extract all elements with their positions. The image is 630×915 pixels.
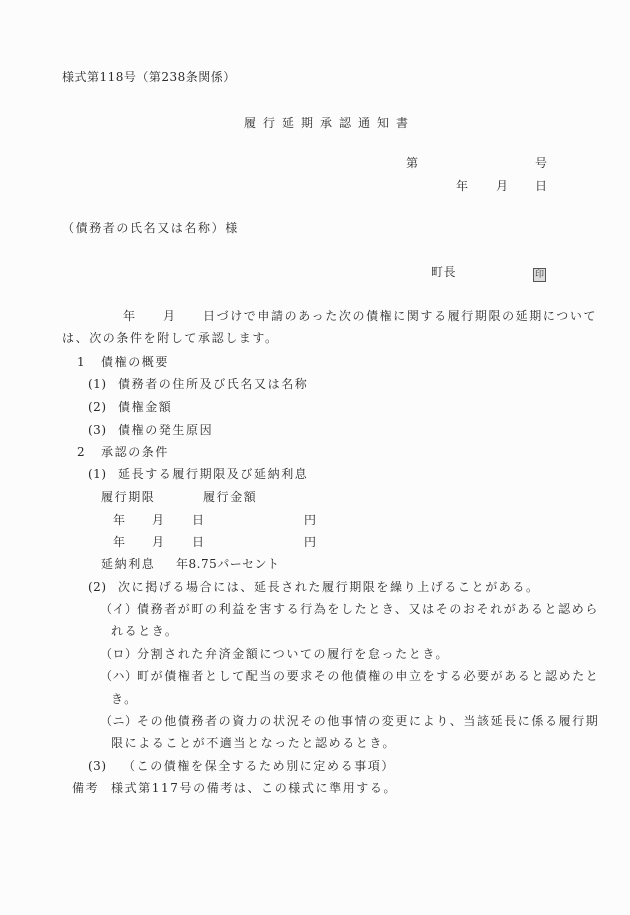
intro-line2: は、次の条件を附して承認します。 <box>62 331 279 345</box>
interest-value: 年8.75パーセント <box>176 557 280 571</box>
section1-item3-text: 債権の発生原因 <box>118 423 214 437</box>
subitem-ha-num: （ハ） <box>100 669 138 683</box>
subitem-ro-line1: 分割された弁済金額についての履行を怠ったとき。 <box>137 647 450 661</box>
section1-item3-num: (3) <box>88 423 107 437</box>
row2-month: 月 <box>152 535 165 549</box>
row1-year: 年 <box>113 513 126 527</box>
doc-number-suffix: 号 <box>535 156 548 170</box>
addressee: （債務者の氏名又は名称）様 <box>62 221 239 235</box>
subitem-ro-num: （ロ） <box>100 647 138 661</box>
date-day: 日 <box>535 179 548 193</box>
section2-num: 2 <box>77 445 86 459</box>
row1-month: 月 <box>152 513 165 527</box>
interest-label: 延納利息 <box>101 557 156 571</box>
subitem-ha-line1: 町が債権者として配当の要求その他債権の申立をする必要があると認めたと <box>137 669 600 683</box>
seal-icon: 印 <box>534 270 544 280</box>
date-year: 年 <box>456 179 469 193</box>
intro-line1: 日づけで申請のあった次の債権に関する履行期限の延期について <box>203 309 598 323</box>
row2-yen: 円 <box>304 535 317 549</box>
date-month: 月 <box>496 179 509 193</box>
section2-item2-text: 次に掲げる場合には、延長された履行期限を繰り上げることがある。 <box>118 580 540 594</box>
row1-yen: 円 <box>304 513 317 527</box>
remarks-text: 様式第117号の備考は、この様式に準用する。 <box>111 781 398 795</box>
intro-year: 年 <box>123 309 136 323</box>
issuer-seal <box>533 265 546 282</box>
issuer-name: 町長 <box>431 265 457 279</box>
subitem-ni-line2: 限によることが不適当となったと認めるとき。 <box>111 736 397 750</box>
section2-item3-text: （この債権を保全するため別に定める事項） <box>123 759 396 773</box>
section1-heading: 債権の概要 <box>101 355 170 369</box>
intro-month: 月 <box>163 309 176 323</box>
table-header-deadline: 履行期限 <box>101 490 156 504</box>
section2-item1-num: (1) <box>88 467 107 481</box>
doc-number-prefix: 第 <box>406 156 419 170</box>
section2-item1-text: 延長する履行期限及び延納利息 <box>118 467 309 481</box>
section1-item1-num: (1) <box>88 377 107 391</box>
row1-day: 日 <box>192 513 205 527</box>
table-header-amount: 履行金額 <box>203 490 258 504</box>
document-title: 履行延期承認通知書 <box>244 116 416 130</box>
subitem-ni-line1: その他債務者の資力の状況その他事情の変更により、当該延長に係る履行期 <box>137 714 600 728</box>
section1-item2-text: 債権金額 <box>118 400 173 414</box>
subitem-ni-num: （ニ） <box>100 714 138 728</box>
section2-heading: 承認の条件 <box>101 445 170 459</box>
row2-day: 日 <box>192 535 205 549</box>
form-number: 様式第118号（第238条関係） <box>62 70 236 84</box>
subitem-i-num: （イ） <box>100 602 138 616</box>
section1-item1-text: 債務者の住所及び氏名又は名称 <box>118 377 309 391</box>
subitem-i-line1: 債務者が町の利益を害する行為をしたとき、又はそのおそれがあると認めら <box>137 602 599 616</box>
section2-item2-num: (2) <box>88 580 107 594</box>
subitem-ha-line2: き。 <box>111 692 138 706</box>
remarks-label: 備考 <box>72 781 100 795</box>
section1-item2-num: (2) <box>88 400 107 414</box>
section2-item3-num: (3) <box>88 759 107 773</box>
subitem-i-line2: れるとき。 <box>111 624 179 638</box>
row2-year: 年 <box>113 535 126 549</box>
section1-num: 1 <box>77 355 86 369</box>
